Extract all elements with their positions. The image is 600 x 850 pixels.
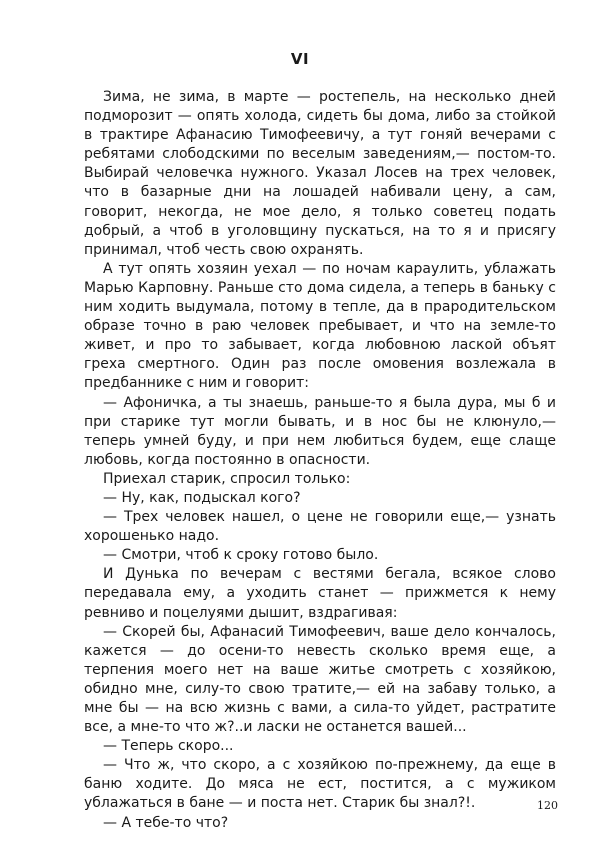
paragraph: И Дунька по вечерам с вестями бегала, всякое слово передавала ему, а уходить станет — прижмется к нему ревниво и поцелуями дышит, вздрагивая: (84, 566, 556, 621)
text-body (84, 88, 556, 833)
paragraph: — Ну, как, подыскал кого? (103, 489, 301, 506)
paragraph: — Что ж, что скоро, а с хозяйкою по-прежнему, да еще в баню ходите. До мяса не ест, постится, а с мужиком ублажаться в бане — и поста нет. Старик бы знал?!. (84, 757, 556, 812)
paragraph: — Теперь скоро... (103, 738, 234, 755)
paragraph: — А тебе-то что? (103, 814, 229, 831)
paragraph: Зима, не зима, в марте — ростепель, на несколько дней подморозит — опять холода, сидеть бы дома, либо за стойкой в трактире Афанасию Тимофеевичу, а тут гоняй вечерами с ребятами слободскими по веселым заведениям,— постом-то. Выбирай человечка нужного. Указал Лосев на трех человек, что в базарные дни на лошадей набивали цену, а сам, говорит, некогда, не мое дело, я только советец подать добрый, а чтоб в уголовщину пускаться, на то я и присягу принимал, чтоб честь свою охранять. (84, 89, 556, 258)
page-number: 120 (537, 799, 558, 812)
paragraph: — Скорей бы, Афанасий Тимофеевич, ваше дело кончалось, кажется — до осени-то невесть сколько время еще, а терпения моего нет на ваше житье смотреть с хозяйкою, обидно мне, силу-то свою тратите,— ей на забаву только, а мне бы — на всю жизнь с вами, а сила-то уйдет, растратите все, а мне-то что ж?..и ласки не останется вашей... (84, 623, 556, 736)
paragraph: — Трех человек нашел, о цене не говорили еще,— узнать хорошенько надо. (84, 509, 556, 545)
chapter-title: VI (290, 50, 310, 68)
paragraph: — Афоничка, а ты знаешь, раньше-то я была дура, мы б и при старике тут могли бывать, и в нос бы не клюнуло,— теперь умней буду, и при нем любиться будем, еще слаще любовь, когда постоянно в опасности. (84, 394, 556, 468)
paragraph: А тут опять хозяин уехал — по ночам караулить, ублажать Марью Карповну. Раньше сто дома сидела, а теперь в баньку с ним ходить выдумала, потому в тепле, да в прародительском образе точно в раю человек пребывает, и что на земле-то живет, и про то забывает, когда любовною лаской объят греха смертного. Один раз после омовения возлежала в предбаннике с ним и говорит: (84, 260, 556, 392)
paragraph: — Смотри, чтоб к сроку готово было. (103, 547, 379, 564)
paragraph: Приехал старик, спросил только: (103, 470, 351, 487)
